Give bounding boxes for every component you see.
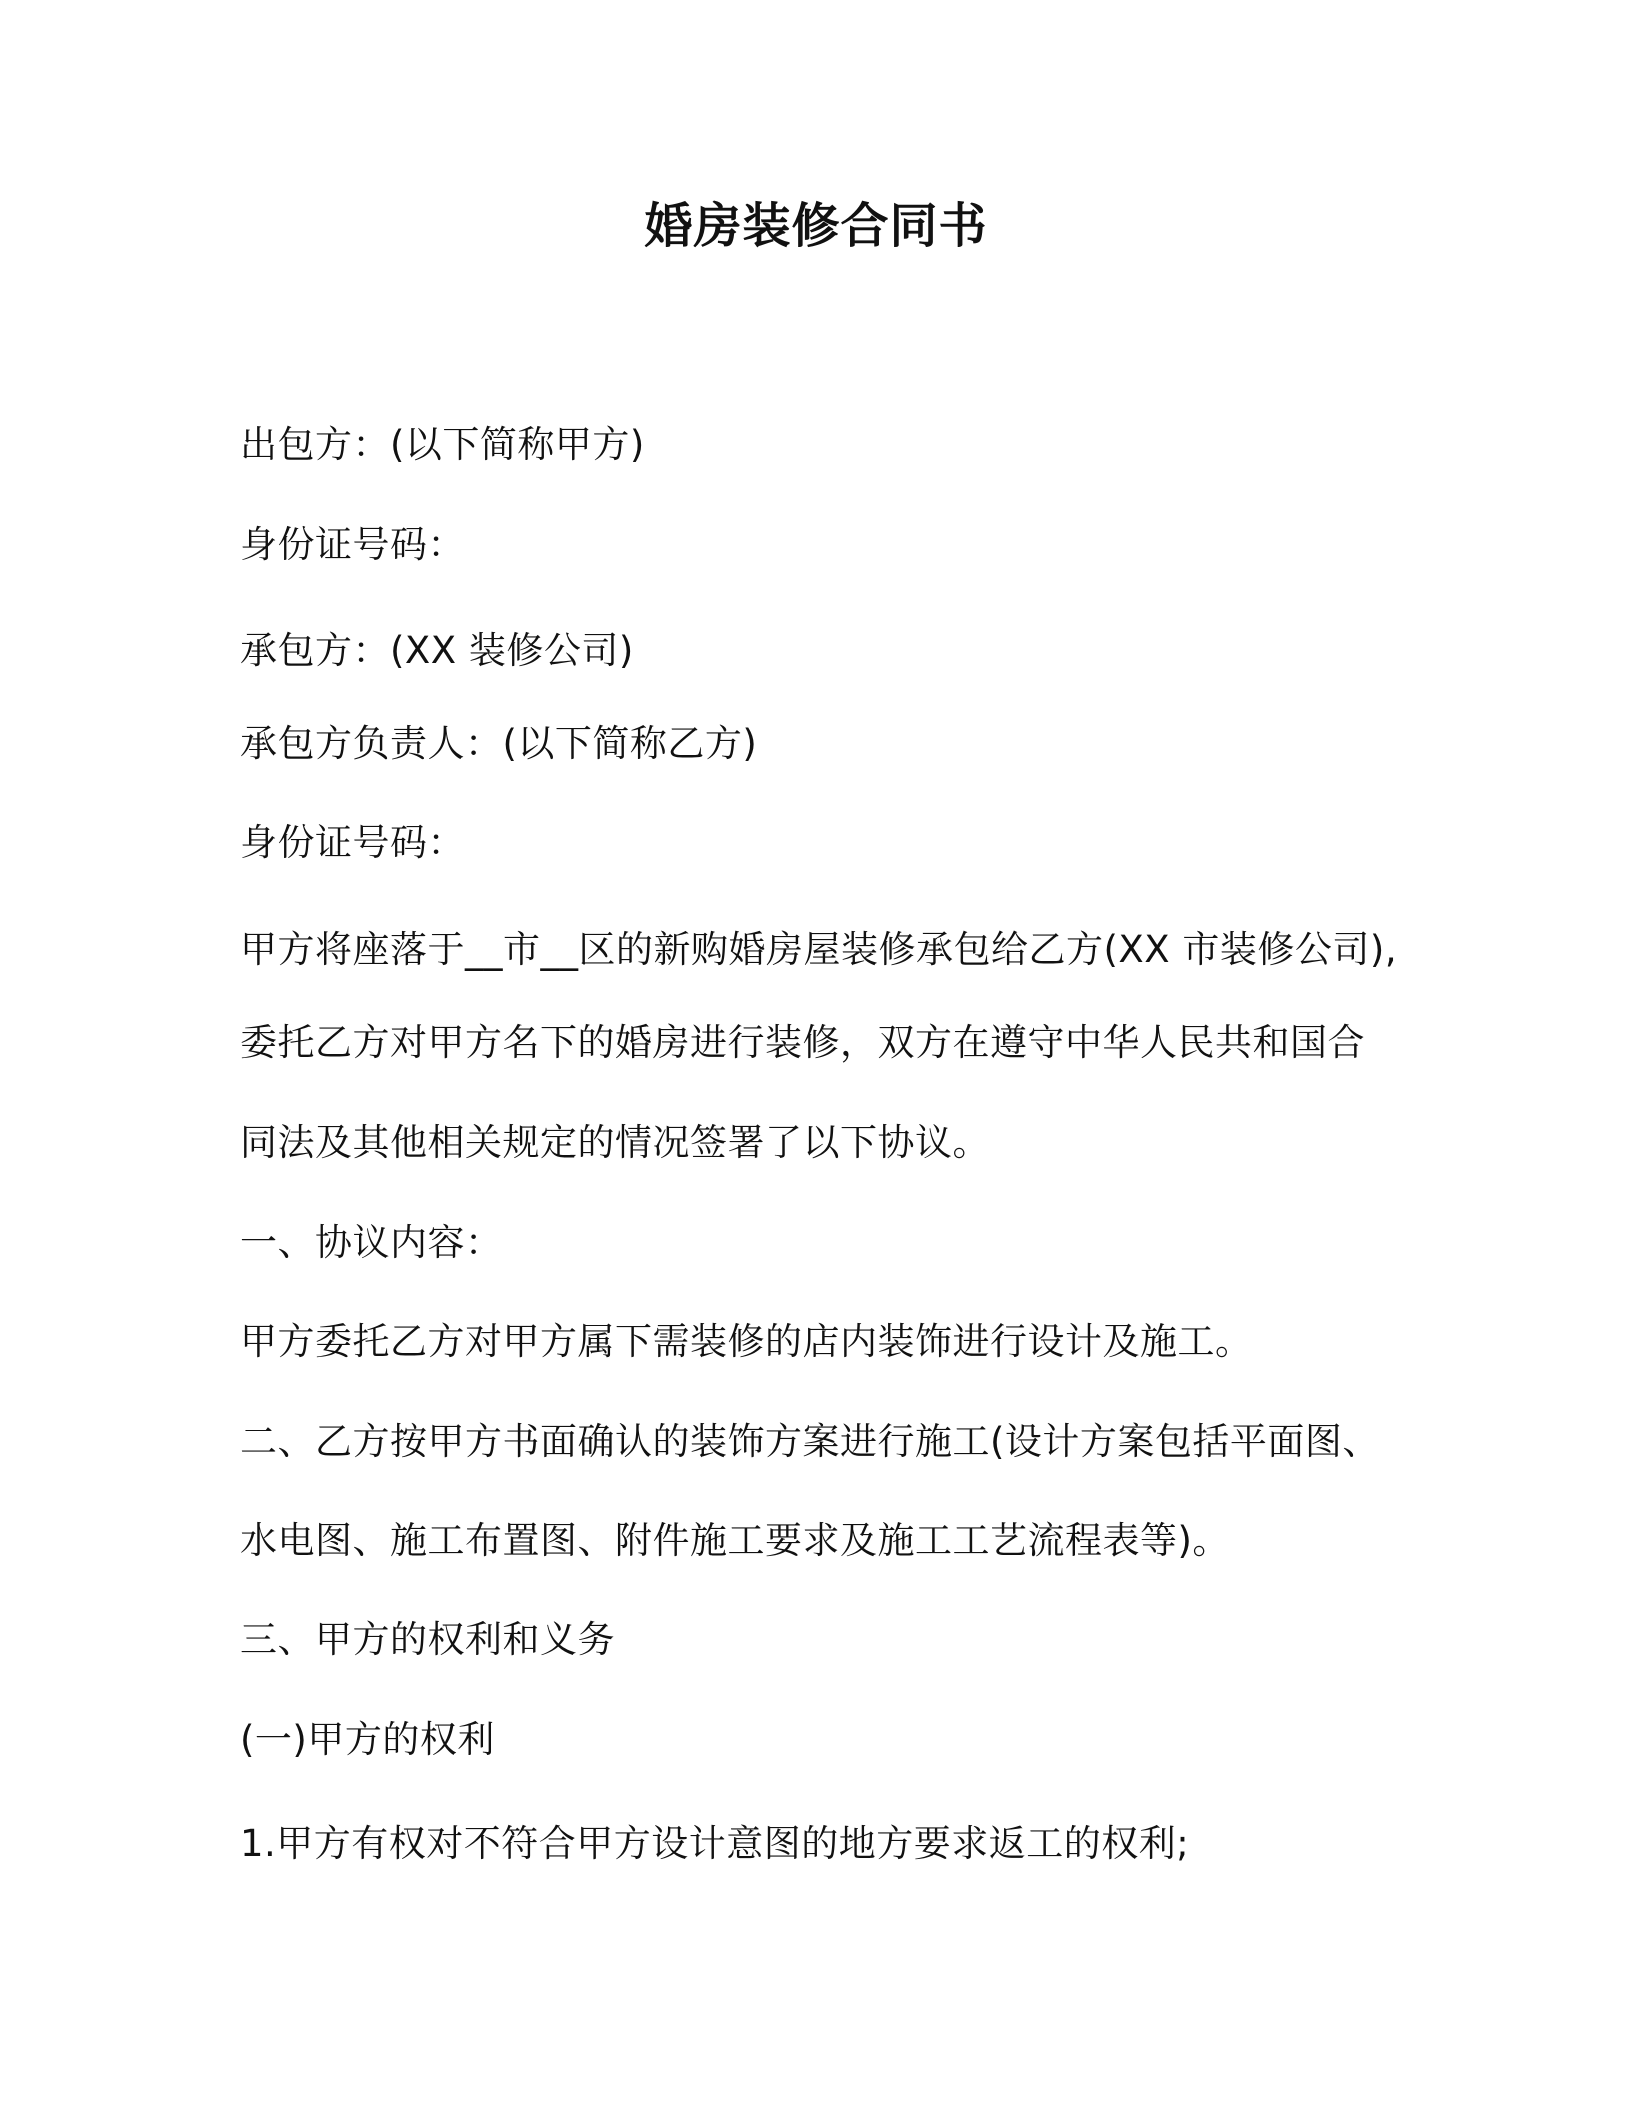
section-heading: 三、甲方的权利和义务 — [240, 1618, 615, 1661]
issuer-line: 出包方：(以下简称甲方) — [240, 423, 645, 466]
paragraph-line: 甲方将座落于__市__区的新购婚房屋装修承包给乙方(XX 市装修公司), — [240, 928, 1398, 971]
paragraph-line: 二、乙方按甲方书面确认的装饰方案进行施工(设计方案包括平面图、 — [240, 1420, 1380, 1463]
paragraph-line: 水电图、施工布置图、附件施工要求及施工工艺流程表等)。 — [240, 1519, 1230, 1562]
paragraph-line: 委托乙方对甲方名下的婚房进行装修，双方在遵守中华人民共和国合 — [240, 1021, 1365, 1064]
contractor-id-line: 身份证号码： — [240, 821, 465, 864]
section-heading: 一、协议内容： — [240, 1221, 503, 1264]
list-item: 1.甲方有权对不符合甲方设计意图的地方要求返工的权利; — [240, 1822, 1190, 1865]
subsection-heading: (一)甲方的权利 — [240, 1718, 495, 1761]
paragraph-line: 甲方委托乙方对甲方属下需装修的店内装饰进行设计及施工。 — [240, 1320, 1253, 1363]
document-title: 婚房装修合同书 — [644, 198, 988, 254]
contractor-line: 承包方：(XX 装修公司) — [240, 629, 634, 672]
contractor-lead-line: 承包方负责人：(以下简称乙方) — [240, 722, 758, 765]
paragraph-line: 同法及其他相关规定的情况签署了以下协议。 — [240, 1121, 990, 1164]
issuer-id-line: 身份证号码： — [240, 523, 465, 566]
